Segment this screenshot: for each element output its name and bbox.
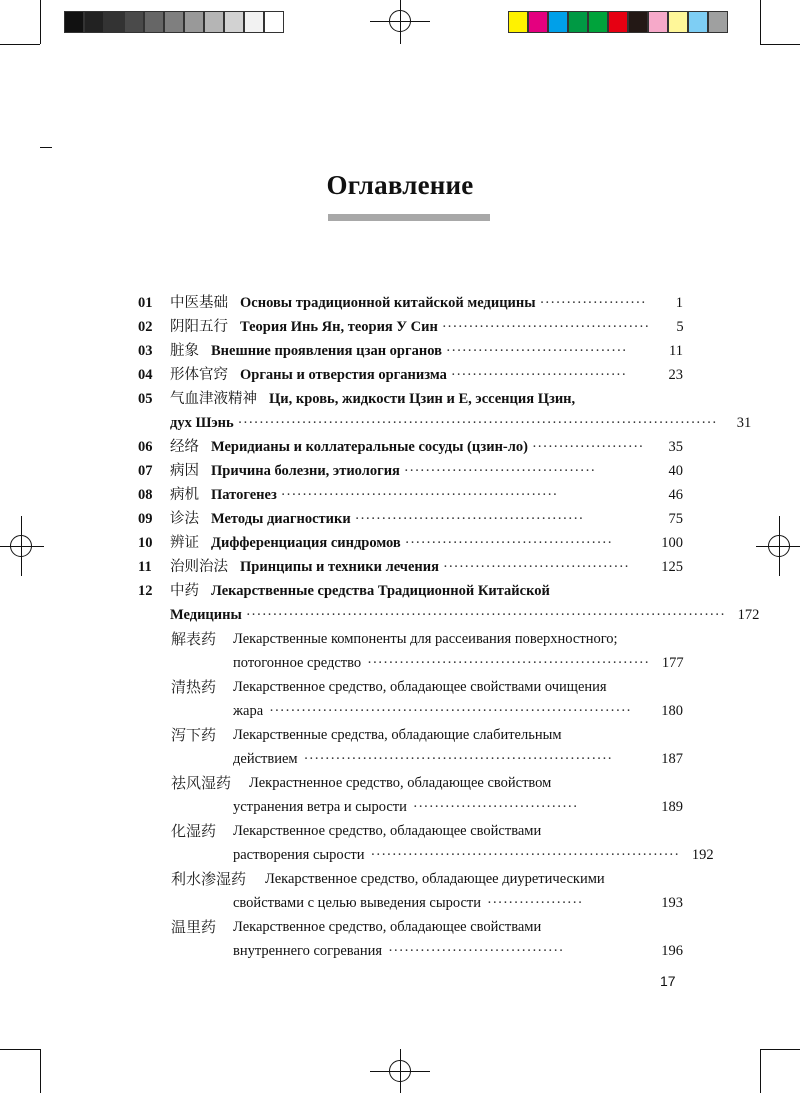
color-swatch — [628, 11, 648, 33]
entry-title — [170, 531, 401, 555]
process-color-bar — [508, 11, 728, 33]
crop-mark — [0, 44, 40, 45]
entry-chinese: 治则治法 — [170, 559, 228, 575]
entry-line — [170, 411, 752, 435]
subentry-page-number: 193 — [661, 895, 683, 911]
color-swatch — [164, 11, 184, 33]
color-swatch — [528, 11, 548, 33]
entry-page-number: 75 — [668, 511, 683, 527]
entry-page-number: 172 — [737, 607, 760, 623]
toc-entry-continuation — [138, 411, 752, 435]
entry-russian: Органы и отверстия организма — [240, 367, 447, 383]
entry-number: 12 — [138, 583, 153, 599]
entry-russian: Теория Инь Ян, теория У Син — [240, 319, 438, 335]
toc-entry-continuation — [138, 603, 760, 627]
entry-title — [170, 435, 528, 459]
entry-russian: Основы традиционной китайской медицины — [240, 295, 536, 311]
entry-page-number: 23 — [668, 367, 683, 383]
toc-entry — [138, 555, 683, 579]
color-swatch — [708, 11, 728, 33]
entry-title — [170, 363, 447, 387]
toc-subentry — [138, 675, 683, 699]
entry-page-number: 125 — [661, 559, 683, 575]
toc-subentry-continuation — [138, 699, 683, 723]
toc-entry — [138, 483, 683, 507]
crop-mark — [779, 516, 780, 576]
color-swatch — [244, 11, 264, 33]
toc-entry — [138, 363, 683, 387]
entry-title — [170, 315, 438, 339]
entry-line — [170, 555, 683, 579]
dot-leader: ································· — [450, 367, 627, 383]
entry-russian-continued: Медицины — [170, 607, 242, 623]
subentry-title: Лекарственное средство, обладающее диуретическими — [265, 871, 605, 887]
crop-mark — [40, 0, 41, 44]
entry-line — [170, 387, 683, 411]
subentry-chinese: 化湿药 — [171, 822, 217, 840]
entry-chinese: 形体官窍 — [170, 367, 228, 383]
subentry-chinese: 温里药 — [171, 918, 217, 936]
entry-line — [170, 459, 683, 483]
entry-title — [170, 483, 277, 507]
toc-entry — [138, 291, 683, 315]
dot-leader: ······································· — [441, 319, 650, 335]
subentry-title-continued: внутреннего согревания — [233, 943, 383, 959]
dot-leader: ······································· — [404, 535, 613, 551]
entry-number: 07 — [138, 463, 153, 479]
subentry-title-continued: жара — [233, 703, 264, 719]
color-swatch — [204, 11, 224, 33]
entry-title — [170, 579, 550, 603]
subentry-chinese: 解表药 — [171, 630, 217, 648]
toc-subentry-continuation — [138, 939, 683, 963]
entry-line — [170, 603, 760, 627]
toc-subentry-continuation — [138, 747, 683, 771]
subentry-page-number: 192 — [691, 847, 714, 863]
toc-entry — [138, 435, 683, 459]
dot-leader: ···································· — [403, 463, 596, 479]
crop-mark — [21, 516, 22, 576]
color-swatch — [224, 11, 244, 33]
entry-russian: Патогенез — [211, 487, 277, 503]
entry-chinese: 阴阳五行 — [170, 319, 228, 335]
entry-page-number: 100 — [661, 535, 683, 551]
dot-leader: ·························································· — [370, 847, 680, 863]
color-swatch — [144, 11, 164, 33]
subentry-line — [233, 795, 683, 819]
entry-title — [170, 507, 351, 531]
subentry-page-number: 187 — [661, 751, 683, 767]
toc-subentry — [138, 771, 683, 795]
color-swatch — [568, 11, 588, 33]
entry-chinese: 脏象 — [170, 343, 199, 359]
entry-page-number: 1 — [675, 295, 683, 311]
entry-number: 09 — [138, 511, 153, 527]
crop-mark — [760, 1049, 800, 1050]
entry-russian: Меридианы и коллатеральные сосуды (цзин-ло) — [211, 439, 528, 455]
entry-title — [170, 387, 575, 411]
page-title: Оглавление — [326, 170, 474, 200]
entry-page-number: 40 — [668, 463, 683, 479]
entry-russian: Внешние проявления цзан органов — [211, 343, 442, 359]
subentry-chinese: 利水渗湿药 — [171, 870, 247, 888]
toc-entry — [138, 339, 683, 363]
entry-line — [170, 315, 683, 339]
entry-page-number: 5 — [676, 319, 684, 335]
crop-mark — [0, 546, 44, 547]
color-swatch — [648, 11, 668, 33]
entry-chinese: 中药 — [170, 583, 199, 599]
entry-page-number: 31 — [736, 415, 752, 431]
crop-mark — [40, 1049, 41, 1093]
entry-line — [170, 483, 683, 507]
toc-subentry — [138, 627, 683, 651]
entry-russian: Дифференциация синдромов — [211, 535, 401, 551]
color-swatch — [184, 11, 204, 33]
dot-leader: ··········································· — [354, 511, 584, 527]
dot-leader: ·················· — [486, 895, 583, 911]
entry-russian: Лекарственные средства Традиционной Китайской — [211, 583, 550, 599]
subentry-title-continued: свойствами с целью выведения сырости — [233, 895, 481, 911]
toc-subentry-continuation — [138, 843, 714, 867]
entry-chinese: 病因 — [170, 463, 199, 479]
subentry-line — [233, 699, 683, 723]
entry-russian-continued: дух Шэнь — [170, 415, 234, 431]
color-swatch — [264, 11, 284, 33]
color-swatch — [608, 11, 628, 33]
toc-entry — [138, 531, 683, 555]
subentry-title: Лекрастненное средство, обладающее свойством — [249, 775, 552, 791]
crop-mark — [0, 1049, 40, 1050]
dot-leader: ·························································································· — [245, 607, 726, 623]
toc-subentry-continuation — [138, 795, 683, 819]
subentry-page-number: 177 — [661, 655, 684, 671]
entry-number: 05 — [138, 391, 153, 407]
entry-line — [170, 291, 683, 315]
entry-chinese: 辨证 — [170, 535, 199, 551]
entry-title — [170, 291, 536, 315]
subentry-title: Лекарственное средство, обладающее свойствами — [233, 823, 542, 839]
color-swatch — [508, 11, 528, 33]
crop-mark — [760, 44, 800, 45]
table-of-contents — [138, 291, 760, 963]
crop-mark — [760, 0, 761, 44]
entry-number: 02 — [138, 319, 153, 335]
dot-leader: ································· — [388, 943, 564, 959]
toc-entry — [138, 315, 683, 339]
dot-leader: ··································· — [442, 559, 630, 575]
subentry-title-continued: действием — [233, 751, 298, 767]
color-swatch — [668, 11, 688, 33]
toc-subentry-continuation — [138, 651, 683, 675]
entry-number: 06 — [138, 439, 153, 455]
subentry-chinese: 泻下药 — [171, 726, 217, 744]
gray-color-bar — [64, 11, 284, 33]
crop-mark — [400, 0, 401, 44]
dot-leader: ····················· — [531, 439, 644, 455]
color-swatch — [688, 11, 708, 33]
entry-number: 01 — [138, 295, 153, 311]
entry-chinese: 经络 — [170, 439, 199, 455]
entry-chinese: 病机 — [170, 487, 199, 503]
toc-entry — [138, 459, 683, 483]
toc-subentry — [138, 867, 683, 891]
subentry-line — [233, 747, 683, 771]
crop-mark — [370, 21, 430, 22]
entry-number: 03 — [138, 343, 153, 359]
dot-leader: ···················· — [539, 295, 647, 311]
entry-number: 04 — [138, 367, 153, 383]
entry-line — [170, 531, 683, 555]
entry-russian: Ци, кровь, жидкости Цзин и Е, эссенция Цзин, — [269, 391, 576, 407]
entry-line — [170, 435, 683, 459]
toc-entry — [138, 507, 683, 531]
color-swatch — [104, 11, 124, 33]
subentry-page-number: 196 — [661, 943, 683, 959]
dot-leader: ·························································· — [303, 751, 613, 767]
subentry-title-continued: устранения ветра и сырости — [233, 799, 407, 815]
dot-leader: ······························· — [412, 799, 579, 815]
entry-title — [170, 459, 400, 483]
entry-number: 08 — [138, 487, 153, 503]
dot-leader: ···································································· — [269, 703, 632, 719]
dot-leader: ···················································· — [280, 487, 558, 503]
color-swatch — [64, 11, 84, 33]
crop-mark — [40, 147, 52, 148]
subentry-line — [233, 939, 683, 963]
toc-subentry — [138, 915, 683, 939]
crop-mark — [370, 1071, 430, 1072]
color-swatch — [124, 11, 144, 33]
subentry-line — [233, 843, 714, 867]
entry-page-number: 11 — [669, 343, 683, 359]
crop-mark — [756, 546, 800, 547]
entry-russian: Принципы и техники лечения — [240, 559, 439, 575]
entry-page-number: 46 — [668, 487, 683, 503]
dot-leader: ·································· — [445, 343, 628, 359]
color-swatch — [588, 11, 608, 33]
dot-leader: ····················································· — [367, 655, 650, 671]
toc-subentry — [138, 723, 683, 747]
entry-chinese: 中医基础 — [170, 295, 228, 311]
entry-line — [170, 363, 683, 387]
entry-title — [170, 555, 439, 579]
subentry-line — [233, 651, 683, 675]
entry-line — [170, 507, 683, 531]
dot-leader: ·························································································· — [237, 415, 718, 431]
subentry-page-number: 189 — [661, 799, 683, 815]
toc-subentry-continuation — [138, 891, 683, 915]
toc-subentry — [138, 819, 683, 843]
subentry-title: Лекарственное средство, обладающее свойствами — [233, 919, 542, 935]
entry-line — [170, 579, 683, 603]
entry-chinese: 气血津液精神 — [170, 391, 257, 407]
toc-entry — [138, 387, 683, 411]
entry-line — [170, 339, 683, 363]
color-swatch — [84, 11, 104, 33]
title-underline — [328, 214, 490, 221]
page-number: 17 — [660, 973, 676, 989]
subentry-title-continued: потогонное средство — [233, 655, 362, 671]
entry-russian: Причина болезни, этиология — [211, 463, 400, 479]
subentry-title: Лекарственные средства, обладающие слабительным — [233, 727, 562, 743]
toc-entry — [138, 579, 683, 603]
entry-chinese: 诊法 — [170, 511, 199, 527]
subentry-page-number: 180 — [661, 703, 683, 719]
subentry-title: Лекарственное средство, обладающее свойствами очищения — [233, 679, 607, 695]
entry-page-number: 35 — [668, 439, 683, 455]
entry-number: 10 — [138, 535, 153, 551]
subentry-title-continued: растворения сырости — [233, 847, 365, 863]
entry-russian: Методы диагностики — [211, 511, 351, 527]
color-swatch — [548, 11, 568, 33]
entry-title — [170, 339, 442, 363]
subentry-line — [233, 891, 683, 915]
subentry-chinese: 祛风湿药 — [171, 774, 232, 792]
subentry-chinese: 清热药 — [171, 678, 217, 696]
entry-number: 11 — [138, 559, 152, 575]
crop-mark — [760, 1049, 761, 1093]
subentry-title: Лекарственные компоненты для рассеивания поверхностного; — [233, 631, 618, 647]
